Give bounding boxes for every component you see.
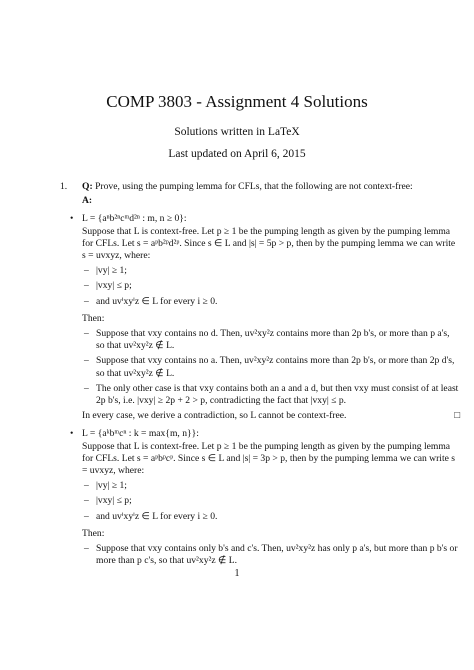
dash-icon: –: [84, 543, 89, 555]
dash-icon: –: [84, 495, 89, 507]
dash-icon: –: [84, 355, 89, 367]
dash-icon: –: [84, 510, 89, 522]
document-title: COMP 3803 - Assignment 4 Solutions: [106, 92, 368, 111]
question-number: 1.: [60, 181, 68, 192]
condition-text: and uvⁱxyⁱz ∈ L for every i ≥ 0.: [96, 510, 218, 522]
case-item: [82, 328, 460, 352]
condition-text: |vy| ≥ 1;: [96, 480, 127, 492]
question-label: Q:: [82, 181, 93, 192]
bullet-icon: •: [70, 213, 74, 225]
condition-text: |vxy| ≤ p;: [96, 280, 132, 292]
conclusion-text: In every case, we derive a contradiction, so L cannot be context-free.: [82, 410, 347, 422]
case-text: Suppose that vxy contains no a. Then, uv²xy²z contains more than 2p b's, or more than 2p d's, so that uv²xy²z ∉ L.: [96, 355, 455, 379]
condition-item: [82, 511, 460, 523]
answer-label-row: [60, 195, 460, 207]
case-item: [82, 383, 460, 407]
dash-icon: –: [84, 480, 89, 492]
conclusion: [82, 410, 460, 422]
document-body: [60, 181, 460, 567]
dash-icon: –: [84, 295, 89, 307]
question-text: Prove, using the pumping lemma for CFLs, that the following are not context-free:: [95, 181, 413, 192]
case-item: [82, 355, 460, 379]
condition-item: [82, 480, 460, 492]
proof-intro: Suppose that L is context-free. Let p ≥ 1 be the pumping length as given by the pumping lemma for CFLs. Let s = aᵖbᵖcᵖ. Since s ∈ L and |s| = 3p > p, then by the pumping lemma we can write s = uvxyz, where:: [82, 440, 456, 477]
condition-item: [82, 495, 460, 507]
condition-item: [82, 280, 460, 292]
dash-icon: –: [84, 280, 89, 292]
condition-text: and uvⁱxyⁱz ∈ L for every i ≥ 0.: [96, 295, 218, 307]
document-subtitle: Solutions written in LaTeX: [174, 126, 300, 138]
then-label: Then:: [82, 527, 105, 539]
dash-icon: –: [84, 328, 89, 340]
case-text: The only other case is that vxy contains both an a and a d, but then vxy must consist of at least 2p b's, i.e. |vxy| ≥ 2p + 2 > p, contradicting the fact that |vxy| ≤ p.: [96, 382, 459, 407]
question-1: [60, 181, 460, 193]
bullet-language-1: [60, 213, 460, 422]
case-text: Suppose that vxy contains no d. Then, uv²xy²z contains more than 2p b's, or more than p a's, so that uv²xy²z ∉ L.: [96, 328, 450, 352]
language-definition: L = {aᵏbᵐcⁿ : k = max{m, n}}:: [82, 428, 199, 440]
condition-text: |vy| ≥ 1;: [96, 265, 127, 277]
bullet-icon: •: [70, 428, 74, 440]
answer-label: A:: [82, 195, 93, 207]
proof-intro: Suppose that L is context-free. Let p ≥ 1 be the pumping length as given by the pumping lemma for CFLs. Let s = aᵖb²ᵖd²ᵖ. Since s ∈ L and |s| = 5p > p, then by the pumping lemma we can write s = uvxyz, where:: [82, 225, 456, 262]
case-item: [82, 543, 460, 567]
page-number: 1: [234, 568, 240, 579]
language-definition: L = {aⁿb²ⁿcᵐd²ⁿ : m, n ≥ 0}:: [82, 213, 187, 225]
condition-item: [82, 296, 460, 308]
condition-text: |vxy| ≤ p;: [96, 495, 132, 507]
condition-item: [82, 265, 460, 277]
case-text: Suppose that vxy contains only b's and c's. Then, uv²xy²z has only p a's, but more than p b's or more than p c's, so that uv²xy²z ∉ L.: [96, 543, 458, 567]
dash-icon: –: [84, 382, 89, 394]
dash-icon: –: [84, 265, 89, 277]
qed-icon: □: [454, 410, 460, 422]
then-label: Then:: [82, 312, 105, 324]
last-updated: Last updated on April 6, 2015: [168, 148, 306, 160]
bullet-language-2: [60, 428, 460, 567]
